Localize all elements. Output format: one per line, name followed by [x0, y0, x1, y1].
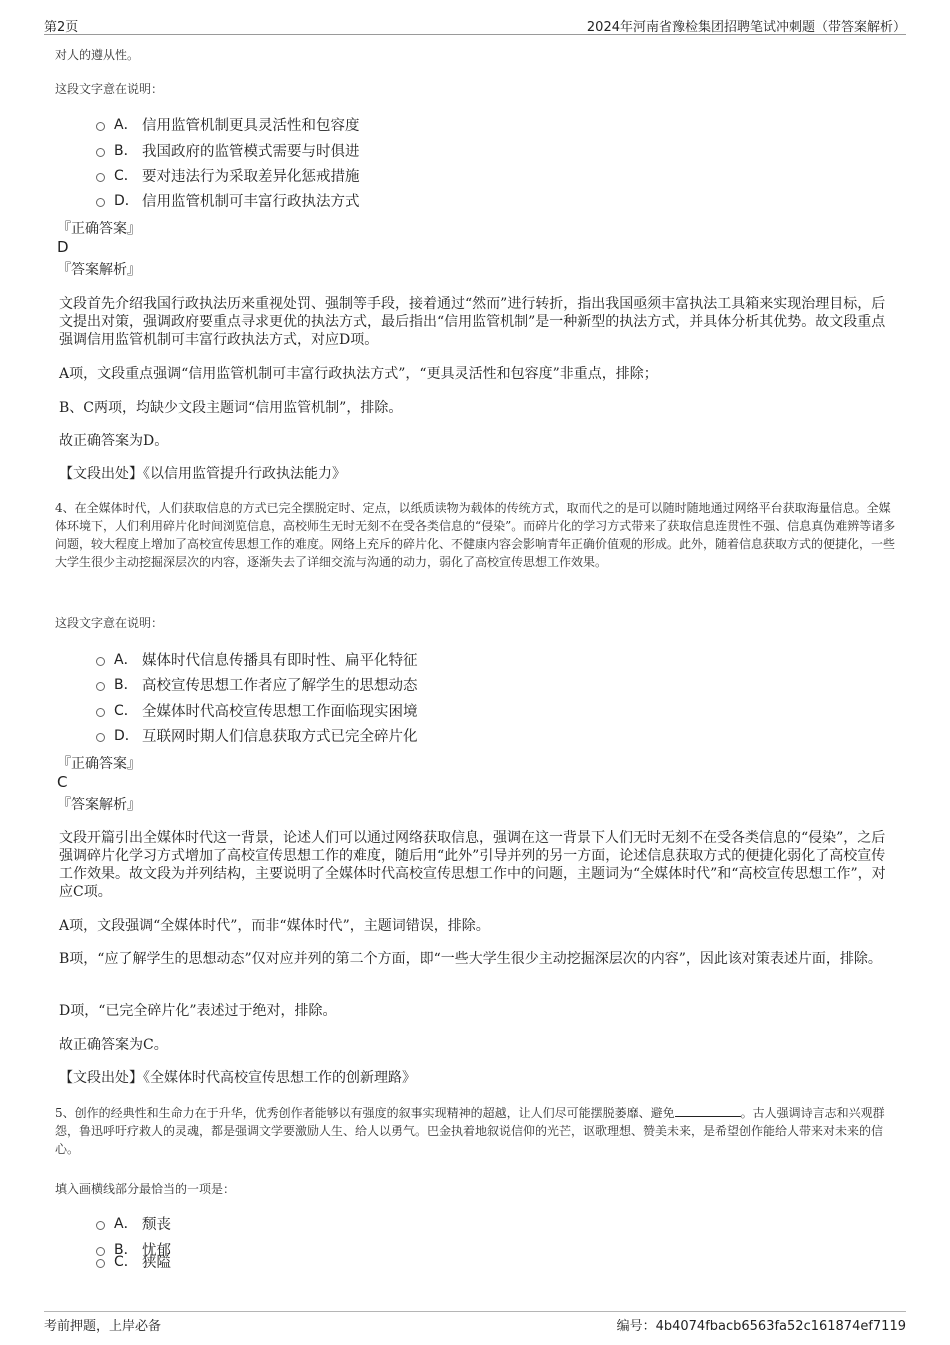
code-value: 4b4074fbacb6563fa52c161874ef7119 — [655, 1319, 906, 1334]
option-letter: B． — [114, 677, 138, 693]
q5-stem — [55, 1104, 900, 1158]
radio-icon[interactable] — [96, 173, 105, 182]
q3-option-a[interactable] — [96, 113, 360, 135]
document-title: 2024年河南省豫检集团招聘笔试冲刺题（带答案解析） — [586, 20, 906, 35]
q4-analysis-5: 故正确答案为C。 — [59, 1037, 168, 1053]
page-footer — [44, 1311, 906, 1334]
q4-answer: C — [57, 773, 68, 791]
q3-answer-label: 『正确答案』 — [57, 221, 141, 237]
q4-analysis-label: 『答案解析』 — [57, 797, 141, 813]
q4-prompt: 这段文字意在说明： — [55, 616, 164, 630]
q5-option-c[interactable] — [96, 1250, 171, 1272]
option-letter: C． — [114, 1254, 138, 1270]
q5-stem-part-1: 5、创作的经典性和生命力在于升华，优秀创作者能够以有强度的叙事实现精神的超越，让人们尽可能摆脱萎靡、避免 — [55, 1106, 675, 1120]
radio-icon[interactable] — [96, 122, 105, 131]
option-text: 高校宣传思想工作者应了解学生的思想动态 — [142, 677, 418, 694]
option-letter: B． — [114, 143, 138, 159]
radio-icon[interactable] — [96, 733, 105, 742]
q3-analysis-label: 『答案解析』 — [57, 262, 141, 278]
option-text: 互联网时期人们信息获取方式已完全碎片化 — [142, 728, 418, 745]
footer-slogan: 考前押题，上岸必备 — [44, 1319, 162, 1334]
radio-icon[interactable] — [96, 1221, 105, 1230]
radio-icon[interactable] — [96, 148, 105, 157]
q4-source: 【文段出处】《全媒体时代高校宣传思想工作的创新理路》 — [59, 1070, 416, 1086]
option-letter: D． — [114, 193, 139, 209]
option-text: 媒体时代信息传播具有即时性、扁平化特征 — [142, 652, 418, 669]
option-text: 忧郁 — [142, 1242, 171, 1259]
option-letter: A． — [114, 1216, 138, 1232]
q4-analysis-3: B项，“应了解学生的思想动态”仅对应并列的第二个方面，即“一些大学生很少主动挖掘深层次的内容”，因此该对策表述片面，排除。 — [59, 951, 882, 967]
q5-option-a[interactable] — [96, 1212, 171, 1234]
q4-analysis-2: A项，文段强调“全媒体时代”，而非“媒体时代”，主题词错误，排除。 — [59, 918, 490, 934]
option-text: 信用监管机制更具灵活性和包容度 — [142, 117, 360, 134]
radio-icon[interactable] — [96, 1259, 105, 1268]
q4-option-d[interactable] — [96, 724, 418, 746]
q3-option-b[interactable] — [96, 139, 360, 161]
option-letter: A． — [114, 117, 138, 133]
q3-option-d[interactable] — [96, 189, 360, 211]
option-letter: C． — [114, 168, 138, 184]
q3-answer: D — [57, 238, 69, 256]
fill-blank — [675, 1105, 741, 1117]
radio-icon[interactable] — [96, 657, 105, 666]
document-code — [617, 1315, 906, 1334]
q3-source: 【文段出处】《以信用监管提升行政执法能力》 — [59, 466, 346, 482]
q5-prompt: 填入画横线部分最恰当的一项是： — [55, 1182, 236, 1196]
q4-analysis-1: 文段开篇引出全媒体时代这一背景，论述人们可以通过网络获取信息，强调在这一背景下人们无时无刻不在受各类信息的“侵染”，之后强调碎片化学习方式增加了高校宣传思想工作的难度，随后用“此外”引导并列的另一方面，论述信息获取方式的便捷化弱化了高校宣传工作效果。故文段为并列结构，主要说明了全媒体时代高校宣传思想工作中的问题，主题词为“全媒体时代”和“高校宣传思想工作”，对应C项。 — [59, 830, 886, 900]
q3-analysis-3: B、C两项，均缺少文段主题词“信用监管机制”，排除。 — [59, 400, 403, 416]
q4-answer-label: 『正确答案』 — [57, 756, 141, 772]
code-label: 编号： — [616, 1319, 656, 1334]
option-letter: A． — [114, 652, 138, 668]
q4-analysis-4: D项，“已完全碎片化”表述过于绝对，排除。 — [59, 1003, 337, 1019]
q4-option-c[interactable] — [96, 699, 418, 721]
q3-option-c[interactable] — [96, 164, 360, 186]
option-letter: D． — [114, 728, 139, 744]
option-text: 狭隘 — [142, 1254, 171, 1271]
option-letter: C． — [114, 703, 138, 719]
q4-option-b[interactable] — [96, 673, 418, 695]
q3-analysis-4: 故正确答案为D。 — [59, 433, 169, 449]
option-text: 我国政府的监管模式需要与时俱进 — [142, 143, 360, 160]
q3-prompt: 这段文字意在说明： — [55, 82, 164, 96]
q3-analysis-2: A项，文段重点强调“信用监管机制可丰富行政执法方式”，“更具灵活性和包容度”非重点，排除； — [59, 366, 658, 382]
q3-analysis-1: 文段首先介绍我国行政执法历来重视处罚、强制等手段，接着通过“然而”进行转折，指出我国亟须丰富执法工具箱来实现治理目标，后文提出对策，强调政府要重点寻求更优的执法方式，最后指出“信用监管机制”是一种新型的执法方式，并具体分析其优势。故文段重点强调信用监管机制可丰富行政执法方式，对应D项。 — [59, 296, 886, 348]
q3-stem-tail: 对人的遵从性。 — [55, 48, 140, 62]
radio-icon[interactable] — [96, 708, 105, 717]
page-number: 第2页 — [44, 20, 79, 35]
option-text: 要对违法行为采取差异化惩戒措施 — [142, 168, 360, 185]
option-letter: B． — [114, 1242, 138, 1258]
page-header — [44, 14, 906, 35]
q4-option-a[interactable] — [96, 648, 418, 670]
radio-icon[interactable] — [96, 682, 105, 691]
q4-stem: 4、在全媒体时代，人们获取信息的方式已完全摆脱定时、定点，以纸质读物为载体的传统方式，取而代之的是可以随时随地通过网络平台获取海量信息。全媒体环境下，人们利用碎片化时间浏览信息，高校师生无时无刻不在受各类信息的“侵染”。而碎片化的学习方式带来了获取信息连贯性不强、信息真伪难辨等诸多问题，较大程度上增加了高校宣传思想工作的难度。网络上充斥的碎片化、不健康内容会影响青年正确价值观的形成。此外，随着信息获取方式的便捷化，一些大学生很少主动挖掘深层次的内容，逐渐失去了详细交流与沟通的动力，弱化了高校宣传思想工作效果。 — [55, 501, 896, 569]
option-text: 信用监管机制可丰富行政执法方式 — [142, 193, 360, 210]
option-text: 颓丧 — [142, 1216, 171, 1233]
option-text: 全媒体时代高校宣传思想工作面临现实困境 — [142, 703, 418, 720]
radio-icon[interactable] — [96, 198, 105, 207]
q5-stem-part-2: 。古人强调诗言志和兴观群怨，鲁迅呼吁疗救人的灵魂，都是强调文学要激励人生、给人以勇气。巴金执着地叙说信仰的光芒，讴歌理想、赞美未来，是希望创作能给人带来对未来的信心。 — [55, 1106, 885, 1156]
